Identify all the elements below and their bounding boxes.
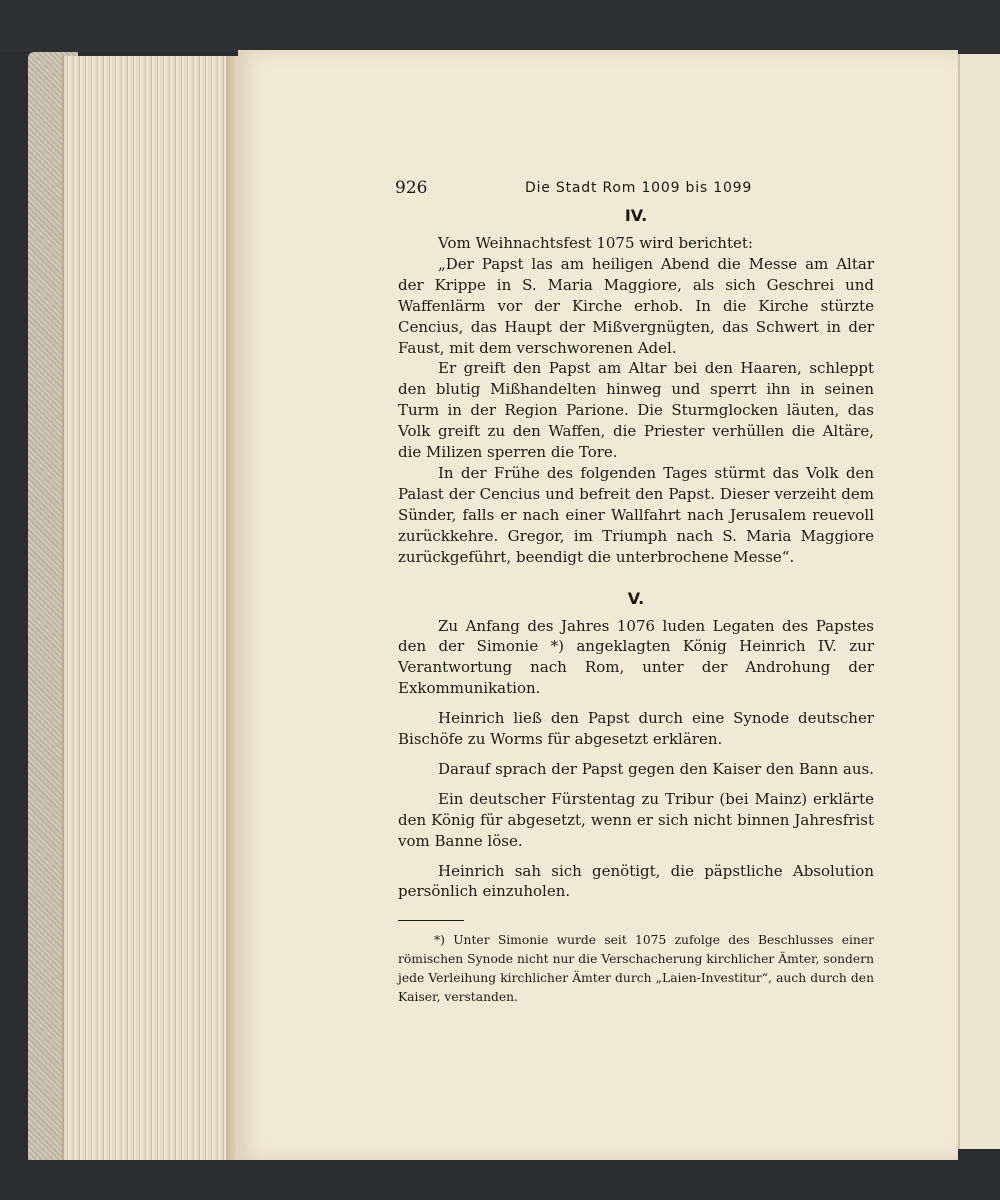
paragraph: Heinrich ließ den Papst durch eine Synode deutscher Bischöfe zu Worms für abgesetzt erklären. (398, 709, 874, 749)
facing-page-edge (958, 54, 1000, 1149)
page-number: 926 (395, 178, 428, 198)
section-heading-iv: IV. (624, 206, 648, 225)
footnote: *) Unter Simonie wurde seit 1075 zufolge des Beschlusses einer römischen Synode nicht nur die Verschacherung kirchlicher Ämter, sondern jede Verleihung kirchlicher Ämter durch „Laien-Investitur“, auch durch den Kaiser, verstanden. (398, 933, 874, 1005)
section-gap (398, 568, 874, 588)
section-heading-v: V. (627, 588, 645, 608)
main-text (398, 205, 874, 1007)
paragraph: In der Frühe des folgenden Tages stürmt das Volk den Palast der Cencius und befreit den Papst. Dieser verzeiht dem Sünder, falls er nach einer Wallfahrt nach Jerusalem reuevoll zurückkehre. Gregor, im Triumph nach S. Maria Maggiore zurückgeführt, beendigt die unterbrochene Messe“. (398, 463, 874, 566)
footnote-rule (398, 920, 464, 921)
running-head (395, 178, 875, 202)
paragraph: Er greift den Papst am Altar bei den Haaren, schleppt den blutig Mißhandelten hinweg und sperrt ihn in seinen Turm in der Region Parione. Die Sturmglocken läuten, das Volk greift zu den Waffen, die Priester verhüllen die Altäre, die Milizen sperren die Tore. (398, 359, 874, 462)
paragraph: Darauf sprach der Papst gegen den Kaiser den Bann aus. (438, 759, 874, 778)
page-edges (62, 56, 236, 1162)
paragraph: Vom Weihnachtsfest 1075 wird berichtet: (438, 234, 753, 252)
paragraph: Heinrich sah sich genötigt, die päpstliche Absolution persönlich einzuholen. (398, 861, 874, 901)
scan-background (0, 0, 1000, 52)
paragraph: Ein deutscher Fürstentag zu Tribur (bei Mainz) erklärte den König für abgesetzt, wenn er sich nicht binnen Jahresfrist vom Banne löse. (398, 789, 874, 850)
running-title: Die Stadt Rom 1009 bis 1099 (525, 180, 753, 196)
paragraph: Zu Anfang des Jahres 1076 luden Legaten des Papstes den der Simonie *) angeklagten König Heinrich IV. zur Verantwortung nach Rom, unter der Androhung der Exkommunikation. (398, 616, 874, 698)
paragraph: „Der Papst las am heiligen Abend die Messe am Altar der Krippe in S. Maria Maggiore, als sich Geschrei und Waffenlärm vor der Kirche erhob. In die Kirche stürzte Cencius, das Haupt der Mißvergnügten, das Schwert in der Faust, mit dem verschworenen Adel. (398, 254, 874, 357)
scan-bottom-band (0, 1160, 1000, 1200)
